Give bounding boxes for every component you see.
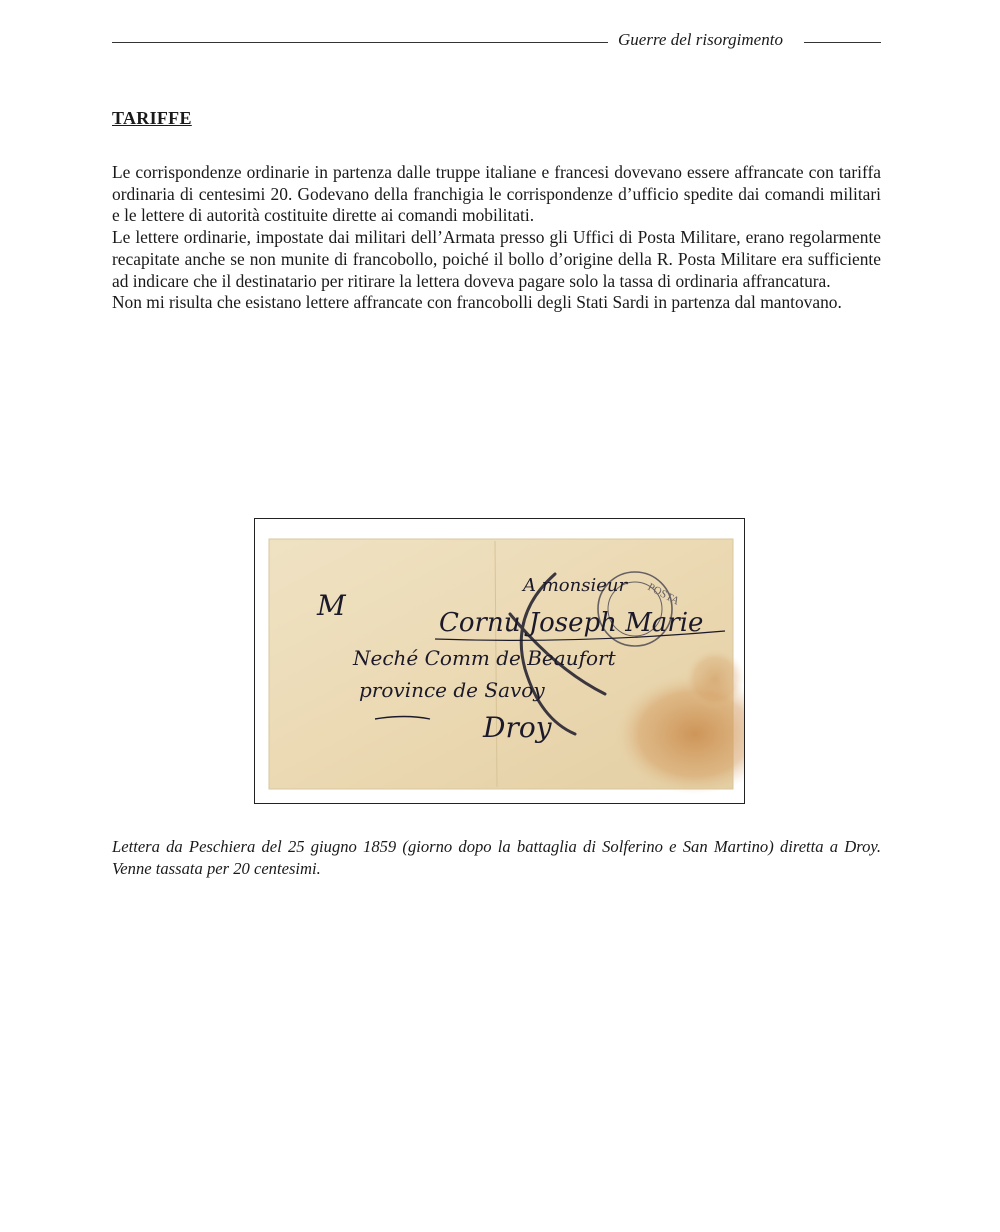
running-header	[112, 28, 882, 56]
header-rule-right	[804, 42, 881, 43]
handwriting-line: Cornu Joseph Marie	[439, 608, 704, 638]
handwriting-line: province de Savoy	[359, 678, 545, 702]
handwriting-line: Droy	[483, 711, 552, 744]
body-text	[112, 162, 881, 314]
letter-image	[255, 519, 744, 803]
paragraph: Le lettere ordinarie, impostate dai militari dell’Armata presso gli Uffici di Posta Militare, erano regolarmente recapitate anche se non munite di francobollo, poiché il bollo d’origine della R. Posta Militare era sufficiente ad indicare che il destinatario per ritirare la lettera doveva pagare solo la tassa di ordinaria affrancatura.	[112, 227, 881, 291]
handwriting-line: Neché Comm de Beaufort	[353, 646, 616, 670]
handwriting-line: M	[317, 589, 346, 622]
paragraph: Non mi risulta che esistano lettere affrancate con francobolli degli Stati Sardi in partenza dal mantovano.	[112, 292, 842, 313]
handwriting-line: A monsieur	[523, 575, 628, 596]
letter-photo	[254, 518, 745, 804]
postmark-text: POSTA	[645, 581, 682, 608]
header-rule-left	[112, 42, 608, 43]
figure-caption: Lettera da Peschiera del 25 giugno 1859 (giorno dopo la battaglia di Solferino e San Martino) diretta a Droy. Venne tassata per 20 centesimi.	[112, 837, 881, 878]
running-title: Guerre del risorgimento	[618, 30, 783, 49]
section-heading: TARIFFE	[112, 108, 192, 128]
paragraph: Le corrispondenze ordinarie in partenza dalle truppe italiane e francesi dovevano essere affrancate con tariffa ordinaria di centesimi 20. Godevano della franchigia le corrispondenze d’ufficio spedite dai comandi militari e le lettere di autorità costituite dirette ai comandi mobilitati.	[112, 162, 881, 226]
